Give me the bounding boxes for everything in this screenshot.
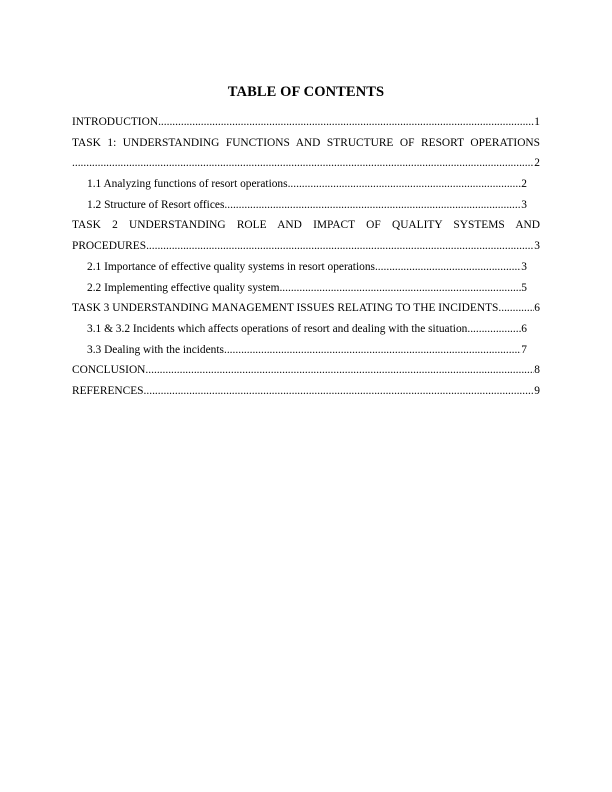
- toc-entry-1-2[interactable]: [72, 195, 527, 216]
- dot-leader: [288, 174, 522, 195]
- toc-entry-2-2[interactable]: [72, 278, 527, 299]
- dot-leader: [146, 236, 534, 257]
- toc-entry-label: CONCLUSION: [72, 364, 146, 377]
- dot-leader: [467, 319, 521, 340]
- toc-entry-label: 1.1 Analyzing functions of resort operations: [87, 178, 288, 191]
- toc-page-number: 2: [534, 157, 540, 170]
- toc-title: TABLE OF CONTENTS: [227, 84, 385, 100]
- dot-leader: [144, 381, 535, 402]
- dot-leader: [501, 298, 534, 319]
- toc-page-number: 3: [534, 240, 540, 253]
- toc-page-number: 5: [521, 281, 527, 294]
- toc-entry-2-1[interactable]: [72, 257, 527, 278]
- dot-leader: [224, 340, 521, 361]
- dot-leader: [375, 257, 521, 278]
- dot-leader: [158, 112, 534, 133]
- toc-entry-label: TASK 2 UNDERSTANDING ROLE AND IMPACT OF QUALITY SYSTEMS AND: [72, 219, 540, 232]
- toc-page-number: 7: [521, 343, 527, 356]
- toc-entry-label: TASK 1: UNDERSTANDING FUNCTIONS AND STRUCTURE OF RESORT OPERATIONS: [72, 136, 540, 149]
- toc-entry-label: TASK 3 UNDERSTANDING MANAGEMENT ISSUES RELATING TO THE INCIDENTS.: [72, 302, 502, 315]
- toc-entry-3-1-3-2[interactable]: [72, 319, 527, 340]
- dot-leader: [279, 278, 521, 299]
- toc-page-number: 2: [521, 178, 527, 191]
- toc-entry-references[interactable]: [72, 381, 540, 402]
- toc-entry-task-3[interactable]: [72, 298, 540, 319]
- toc-entry-1-1[interactable]: [72, 174, 527, 195]
- toc-entry-label: 3.3 Dealing with the incidents: [87, 343, 224, 356]
- toc-page-number: 8: [534, 364, 540, 377]
- toc-entry-label: 2.1 Importance of effective quality systems in resort operations: [87, 260, 375, 273]
- toc-entry-label: 1.2 Structure of Resort offices: [87, 198, 225, 211]
- toc-entry-label: 3.1 & 3.2 Incidents which affects operations of resort and dealing with the situation: [87, 322, 468, 335]
- table-of-contents: [72, 112, 540, 402]
- toc-page-number: 3: [521, 260, 527, 273]
- dot-leader: [224, 195, 521, 216]
- toc-entry-conclusion[interactable]: [72, 360, 540, 381]
- dot-leader: [145, 360, 534, 381]
- toc-entry-label: INTRODUCTION: [72, 116, 159, 128]
- toc-page-number: 6: [534, 302, 540, 315]
- toc-page-number: 1: [534, 116, 540, 128]
- toc-entry-label: REFERENCES: [72, 384, 144, 397]
- toc-page-number: 9: [534, 384, 540, 397]
- toc-entry-task-1[interactable]: [72, 133, 540, 174]
- toc-entry-3-3[interactable]: [72, 340, 527, 361]
- toc-entry-task-2[interactable]: [72, 215, 540, 256]
- toc-entry-label: 2.2 Implementing effective quality system: [87, 281, 280, 294]
- toc-entry-introduction[interactable]: [72, 112, 540, 133]
- toc-entry-label-continued: PROCEDURES: [72, 240, 147, 253]
- toc-page-number: 6: [521, 322, 527, 335]
- toc-page-number: 3: [521, 198, 527, 211]
- dot-leader: [72, 153, 534, 174]
